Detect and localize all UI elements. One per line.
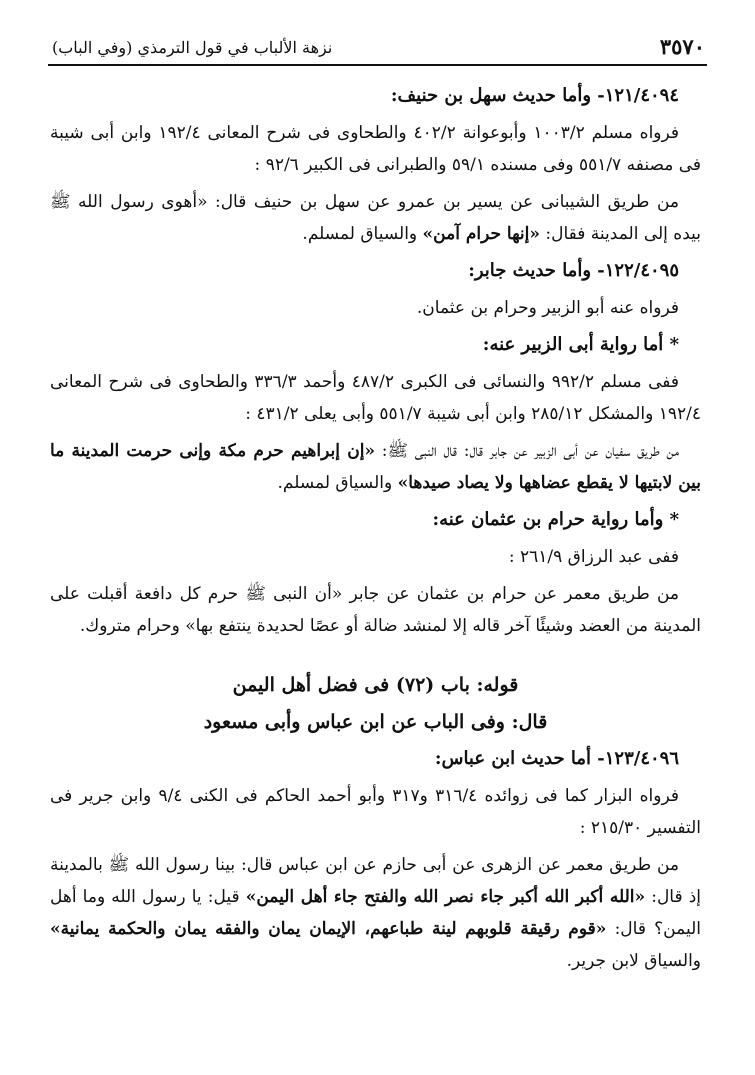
paragraph: ففى مسلم ٩٩٢/٢ والنسائى فى الكبرى ٤٨٧/٢ وأحمد ٣٣٦/٣ والطحاوى فى شرح المعانى ١٩٢/٤ والمشكل ٢٨٥/١٢ وابن أبى شيبة ٥٥١/٧ وأبى يعلى ٤٣١/٢ : xyxy=(50,372,701,424)
sub-heading: * وأما رواية حرام بن عثمان عنه: xyxy=(432,509,679,530)
paragraph: فرواه البزار كما فى زوائده ٣١٦/٤ و٣١٧ وأبو أحمد الحاكم فى الكنى ٩/٤ وابن جرير فى التفسير ٢١٥/٣٠ : xyxy=(50,786,701,838)
section-heading: ١٢١/٤٠٩٤- وأما حديث سهل بن حنيف: xyxy=(390,85,679,106)
text: والسياق لمسلم. xyxy=(302,224,423,244)
text: من طريق الشيبانى عن يسير بن عمرو عن سهل بن حنيف قال: «أهوى رسول الله ﷺ بيده إلى المدينة فقال: xyxy=(50,192,701,244)
paragraph xyxy=(50,849,701,977)
paragraph: ففى عبد الرزاق ٢٦١/٩ : xyxy=(508,547,679,567)
text: من طريق معمر عن الزهرى عن أبى حازم عن ابن عباس قال: بينا رسول الله ﷺ بالمدينة إذ قال: xyxy=(50,855,701,907)
text: من طريق سفيان عن أبى الزبير عن جابر قال: قال النبى ﷺ: xyxy=(375,441,680,461)
hadith-text: «الله أكبر الله أكبر جاء نصر الله والفتح جاء أهل اليمن» xyxy=(245,887,646,907)
spacer xyxy=(50,647,701,669)
paragraph xyxy=(50,186,701,250)
chapter-subtitle: قال: وفى الباب عن ابن عباس وأبى مسعود xyxy=(203,711,548,733)
chapter-title: قوله: باب (٧٢) فى فضل أهل اليمن xyxy=(232,674,519,696)
hadith-text: «إنها حرام آمن» xyxy=(422,224,540,244)
text: قيل: يا رسول الله وما أهل اليمن؟ قال: xyxy=(50,887,701,939)
paragraph: من طريق معمر عن حرام بن عثمان عن جابر «أن النبى ﷺ حرم كل دافعة أقبلت على المدينة من العضد وشيئًا آخر قاله إلا لمنشد ضالة أو عصًا لحديدة ينتفع بها» وحرام متروك. xyxy=(50,584,701,636)
text: والسياق لمسلم. xyxy=(277,473,398,493)
paragraph xyxy=(50,435,701,499)
page-body xyxy=(50,80,701,982)
section-heading: ١٢٢/٤٠٩٥- وأما حديث جابر: xyxy=(468,260,679,281)
sub-heading: * أما رواية أبى الزبير عنه: xyxy=(482,334,679,355)
page-number: ٣٥٧٠ xyxy=(659,34,705,59)
page-header xyxy=(48,30,707,66)
paragraph: فرواه عنه أبو الزبير وحرام بن عثمان. xyxy=(416,298,679,318)
hadith-text: «قوم رقيقة قلوبهم لينة طباعهم، الإيمان يمان والفقه يمان والحكمة يمانية» xyxy=(50,919,607,939)
hadith-text: «إن إبراهيم حرم مكة وإنى حرمت المدينة ما بين لابتيها لا يقطع عضاهها ولا يصاد صيدها» xyxy=(50,441,701,493)
section-heading: ١٢٣/٤٠٩٦- أما حديث ابن عباس: xyxy=(434,748,679,769)
text: والسياق لابن جرير. xyxy=(566,951,701,971)
running-title: نزهة الألباب في قول الترمذي (وفي الباب) xyxy=(52,38,333,57)
paragraph: فرواه مسلم ١٠٠٣/٢ وأبوعوانة ٤٠٢/٢ والطحاوى فى شرح المعانى ١٩٢/٤ وابن أبى شيبة فى مصنفه ٥٥١/٧ وفى مسنده ٥٩/١ والطبرانى فى الكبير ٩٢/٦ : xyxy=(50,123,701,175)
